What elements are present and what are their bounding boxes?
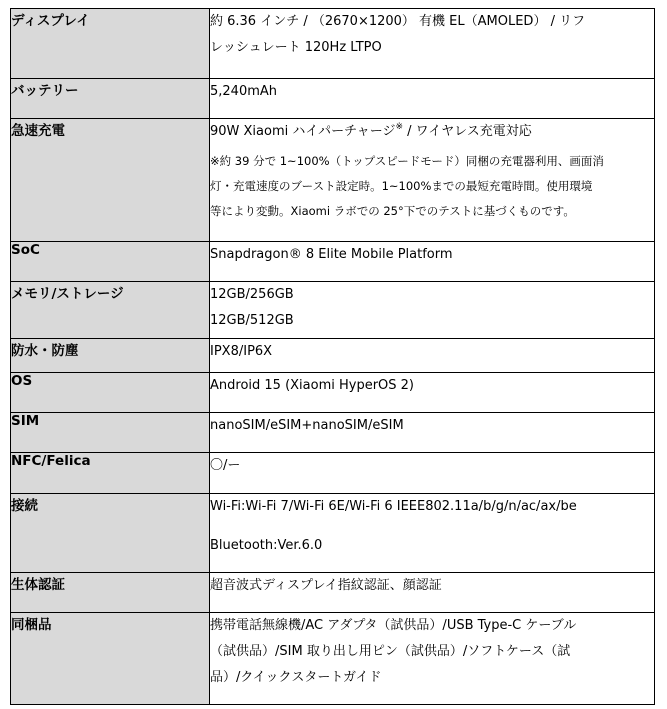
table-row: [11, 119, 655, 242]
row-value-package: [210, 613, 655, 705]
row-label-battery: バッテリー: [11, 79, 210, 119]
row-value-memory: [210, 282, 655, 339]
display-line-2: レッシュレート 120Hz LTPO: [210, 40, 382, 55]
row-label-connectivity: 接続: [11, 494, 210, 573]
row-value-nfc: [210, 453, 655, 494]
table-row: [11, 339, 655, 373]
table-row: [11, 242, 655, 282]
fast-charge-note: [210, 149, 654, 224]
package-line-2: （試供品）/SIM 取り出し用ピン（試供品）/ソフトケース（試: [210, 644, 571, 659]
table-row: [11, 9, 655, 79]
row-value-connectivity: [210, 494, 655, 573]
footnote-mark: ※: [395, 122, 404, 132]
fast-charge-text: 90W Xiaomi ハイパーチャージ: [210, 124, 396, 139]
nfc-line: 〇/ー: [210, 458, 241, 473]
bluetooth-line: Bluetooth:Ver.6.0: [210, 538, 323, 553]
memory-line-1: 12GB/256GB: [210, 287, 294, 302]
wifi-line: Wi-Fi:Wi-Fi 7/Wi-Fi 6E/Wi-Fi 6 IEEE802.11a/b/g/n/ac/ax/be: [210, 499, 577, 514]
note-line-2: 灯・充電速度のブースト設定時。1~100%までの最短充電時間。使用環境: [210, 179, 593, 193]
row-value-soc: [210, 242, 655, 282]
display-line-1: 約 6.36 インチ / （2670×1200） 有機 EL（AMOLED） / リフ: [210, 14, 586, 29]
row-label-display: ディスプレイ: [11, 9, 210, 79]
row-value-sim: [210, 413, 655, 453]
memory-line-2: 12GB/512GB: [210, 313, 294, 328]
table-row: [11, 413, 655, 453]
soc-line: Snapdragon® 8 Elite Mobile Platform: [210, 247, 453, 262]
row-label-waterproof: 防水・防塵: [11, 339, 210, 373]
battery-line: 5,240mAh: [210, 84, 278, 99]
table-row: [11, 613, 655, 705]
biometrics-line: 超音波式ディスプレイ指紋認証、顔認証: [210, 578, 442, 593]
row-label-os: OS: [11, 373, 210, 413]
row-label-fast-charge: 急速充電: [11, 119, 210, 242]
wireless-charge-text: / ワイヤレス充電対応: [403, 124, 532, 139]
note-line-3: 等により変動。Xiaomi ラボでの 25°下でのテストに基づくものです。: [210, 204, 575, 218]
row-value-display: [210, 9, 655, 79]
table-row: [11, 453, 655, 494]
sim-line: nanoSIM/eSIM+nanoSIM/eSIM: [210, 418, 404, 433]
fast-charge-main: [210, 119, 654, 145]
row-value-os: [210, 373, 655, 413]
os-line: Android 15 (Xiaomi HyperOS 2): [210, 378, 415, 393]
row-value-fast-charge: [210, 119, 655, 242]
row-label-package: 同梱品: [11, 613, 210, 705]
table-row: [11, 282, 655, 339]
package-line-3: 品）/クイックスタートガイド: [210, 670, 382, 685]
row-label-soc: SoC: [11, 242, 210, 282]
row-value-biometrics: [210, 573, 655, 613]
note-line-1: ※約 39 分で 1~100%（トップスピードモード）同梱の充電器利用、画面消: [210, 154, 604, 168]
package-line-1: 携帯電話無線機/AC アダプタ（試供品）/USB Type-C ケーブル: [210, 618, 577, 633]
table-row: [11, 373, 655, 413]
row-label-nfc: NFC/Felica: [11, 453, 210, 494]
spec-table: [10, 8, 655, 705]
row-label-memory: メモリ/ストレージ: [11, 282, 210, 339]
row-value-waterproof: [210, 339, 655, 373]
table-row: [11, 573, 655, 613]
table-row: [11, 494, 655, 573]
waterproof-line: IPX8/IP6X: [210, 344, 273, 359]
row-label-sim: SIM: [11, 413, 210, 453]
row-value-battery: [210, 79, 655, 119]
table-row: [11, 79, 655, 119]
row-label-biometrics: 生体認証: [11, 573, 210, 613]
